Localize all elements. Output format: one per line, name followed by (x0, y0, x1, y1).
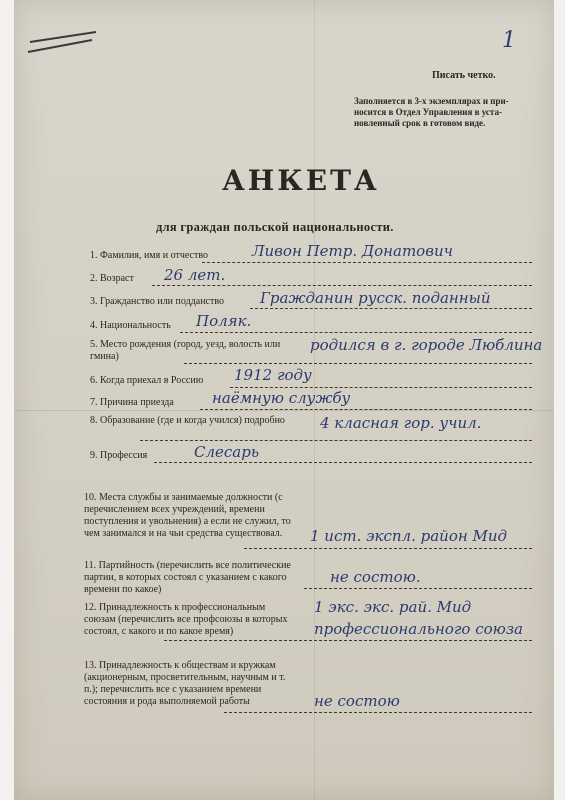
fold-crease-horizontal (14, 410, 554, 411)
field-5-answer: родился в г. городе Люблина (310, 336, 543, 354)
field-1-label: 1. Фамилия, имя и отчество (90, 250, 209, 261)
field-11-line (304, 588, 532, 589)
field-12-answer: 1 экс. экс. рай. Мид профессионального союза (314, 598, 523, 638)
form-subtitle: для граждан польской национальности. (156, 220, 394, 234)
field-8-answer: 4 класная гор. учил. (320, 414, 482, 432)
field-13-line (224, 712, 532, 713)
field-12-line (164, 640, 532, 641)
field-9-answer: Слесарь (194, 443, 260, 461)
field-7-answer: наёмную службу (212, 389, 351, 407)
field-2-label: 2. Возраст (90, 273, 134, 284)
field-3-label: 3. Гражданство или подданство (90, 296, 225, 307)
field-4-line (180, 332, 532, 333)
field-6-label: 6. Когда приехал в Россию (90, 375, 204, 386)
field-10-line (244, 548, 532, 549)
field-12-label: 12. Принадлежность к профессиональным союзам (перечислить все профсоюзы в которых состоял, с какого и по какое время) (84, 602, 288, 637)
field-4-answer: Поляк. (196, 312, 252, 330)
field-6-answer: 1912 году (234, 366, 312, 384)
field-9-line (154, 462, 532, 463)
field-7-label: 7. Причина приезда (90, 397, 174, 408)
form-title: АНКЕТА (222, 164, 380, 197)
field-6-line (230, 387, 532, 388)
field-1-answer: Ливон Петр. Донатович (252, 242, 453, 260)
field-3-line (250, 308, 532, 309)
field-11-label: 11. Партийность (перечислить все политические партии, в которых состоял с указанием с какого времени по какое) (84, 560, 291, 595)
instruction-line-2: носится в Отдел Управления в уста- (354, 107, 502, 117)
field-5-label: 5. Место рождения (город, уезд, волость или гмина) (90, 339, 281, 362)
field-1-line (202, 262, 532, 263)
field-3-answer: Гражданин русск. поданный (260, 289, 491, 307)
instruction-line-1: Заполняется в 3-х экземплярах и при- (354, 96, 509, 106)
field-9-label: 9. Профессия (90, 450, 148, 461)
write-legibly-note: Писать четко. (432, 70, 496, 81)
field-13-answer: не состою (314, 692, 400, 710)
field-2-answer: 26 лет. (164, 266, 226, 284)
field-10-label: 10. Места службы и занимаемые должности (с перечислением всех учреждений, времени поступления и увольнения) а если не служил, то чем занимался и на чьи средства существовал. (84, 492, 291, 539)
field-11-answer: не состою. (330, 568, 421, 586)
page-number: 1 (502, 28, 516, 53)
instruction-line-3: новленный срок в готовом виде. (354, 118, 486, 128)
field-4-label: 4. Национальность (90, 320, 171, 331)
field-13-label: 13. Принадлежность к обществам и кружкам (акционерным, просветительным, научным и т. п.); перечислить все с указанием времени состояния и рода выполняемой работы (84, 660, 286, 707)
field-5-line (184, 363, 532, 364)
field-2-line (152, 285, 532, 286)
document-sheet (14, 0, 554, 800)
field-7-line (200, 409, 532, 410)
pencil-mark (26, 28, 106, 58)
field-8-line (140, 440, 532, 441)
field-10-answer: 1 ист. экспл. район Мид (310, 527, 508, 545)
field-8-label: 8. Образование (где и когда учился) подробно (90, 415, 285, 426)
